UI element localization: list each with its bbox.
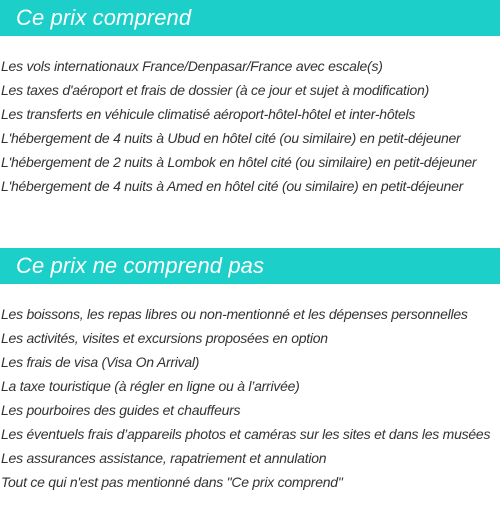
- included-section-title: Ce prix comprend: [16, 5, 192, 30]
- list-item: L'hébergement de 4 nuits à Amed en hôtel cité (ou similaire) en petit-déjeuner: [1, 178, 464, 194]
- list-item: Les transferts en véhicule climatisé aéroport-hôtel-hôtel et inter-hôtels: [1, 106, 416, 122]
- list-item: La taxe touristique (à régler en ligne ou à l’arrivée): [1, 378, 300, 394]
- list-item: Les assurances assistance, rapatriement et annulation: [1, 450, 327, 466]
- list-item: L'hébergement de 4 nuits à Ubud en hôtel cité (ou similaire) en petit-déjeuner: [1, 130, 461, 146]
- excluded-items-list: [0, 302, 490, 494]
- included-items-list: [0, 54, 476, 198]
- list-item: Tout ce qui n'est pas mentionné dans "Ce prix comprend": [1, 474, 343, 490]
- list-item: Les boissons, les repas libres ou non-mentionné et les dépenses personnelles: [1, 306, 468, 322]
- excluded-section-title: Ce prix ne comprend pas: [16, 253, 265, 278]
- list-item: Les taxes d'aéroport et frais de dossier (à ce jour et sujet à modification): [1, 82, 430, 98]
- excluded-section-header: [0, 248, 500, 284]
- list-item: Les vols internationaux France/Denpasar/France avec escale(s): [1, 58, 383, 74]
- list-item: L'hébergement de 2 nuits à Lombok en hôtel cité (ou similaire) en petit-déjeuner: [1, 154, 477, 170]
- list-item: Les activités, visites et excursions proposées en option: [1, 330, 328, 346]
- included-section-header: [0, 0, 500, 36]
- list-item: Les pourboires des guides et chauffeurs: [1, 402, 241, 418]
- list-item: Les éventuels frais d’appareils photos et caméras sur les sites et dans les musées: [1, 426, 491, 442]
- list-item: Les frais de visa (Visa On Arrival): [1, 354, 200, 370]
